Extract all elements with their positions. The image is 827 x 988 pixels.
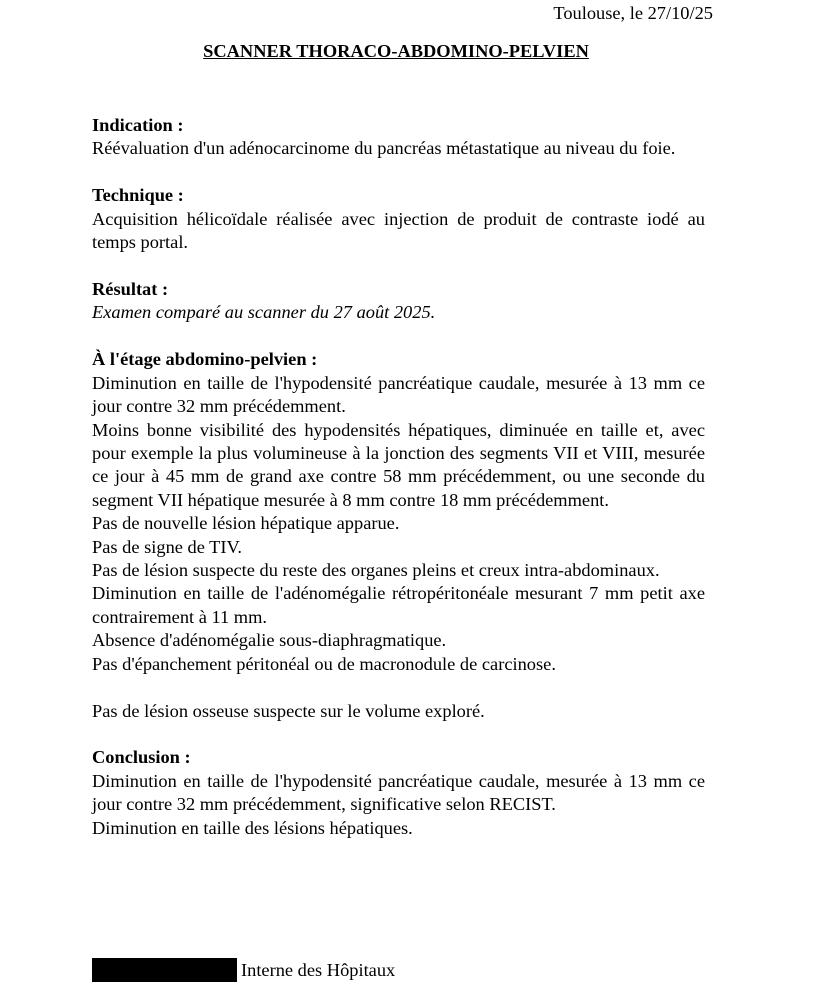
resultat-text: Examen comparé au scanner du 27 août 2025. — [92, 302, 436, 323]
finding-line: Diminution en taille de l'adénomégalie rétropéritonéale mesurant 7 mm petit axe contrairement à 11 mm. — [92, 583, 705, 627]
report-date: Toulouse, le 27/10/25 — [553, 3, 713, 23]
finding-line: Absence d'adénomégalie sous-diaphragmatique. — [92, 630, 447, 651]
finding-line: Pas d'épanchement péritonéal ou de macronodule de carcinose. — [92, 653, 556, 674]
conclusion-heading: Conclusion : — [92, 747, 191, 768]
redacted-name-block — [92, 958, 237, 982]
finding-line: Diminution en taille de l'hypodensité pancréatique caudale, mesurée à 13 mm ce jour contre 32 mm précédemment. — [92, 372, 705, 417]
abdomino-heading: À l'étage abdomino-pelvien : — [92, 349, 318, 370]
conclusion-line: Diminution en taille des lésions hépatiques. — [92, 817, 413, 838]
resultat-heading: Résultat : — [92, 279, 169, 300]
report-body — [92, 114, 705, 840]
osseux-text: Pas de lésion osseuse suspecte sur le volume exploré. — [92, 700, 485, 721]
technique-heading: Technique : — [92, 185, 184, 206]
finding-line: Pas de nouvelle lésion hépatique apparue. — [92, 513, 400, 534]
indication-heading: Indication : — [92, 115, 184, 135]
finding-line: Pas de lésion suspecte du reste des organes pleins et creux intra-abdominaux. — [92, 560, 660, 580]
finding-line: Pas de signe de TIV. — [92, 536, 243, 557]
indication-text: Réévaluation d'un adénocarcinome du pancréas métastatique au niveau du foie. — [92, 138, 676, 159]
technique-text: Acquisition hélicoïdale réalisée avec injection de produit de contraste iodé au temps portal. — [92, 208, 705, 253]
signature-role: Interne des Hôpitaux — [241, 959, 396, 980]
finding-line: Moins bonne visibilité des hypodensités hépatiques, diminuée en taille et, avec pour exemple la plus volumineuse à la jonction des segments VII et VIII, mesurée ce jour à 45 mm de grand axe contre 58 mm précédemment, ou une seconde du segment VII hépatique mesurée à 8 mm contre 18 mm précédemment. — [92, 419, 705, 510]
signature — [92, 958, 395, 982]
report-title: SCANNER THORACO-ABDOMINO-PELVIEN — [203, 41, 589, 61]
conclusion-line: Diminution en taille de l'hypodensité pancréatique caudale, mesurée à 13 mm ce jour contre 32 mm précédemment, significative selon RECIST. — [92, 770, 705, 815]
